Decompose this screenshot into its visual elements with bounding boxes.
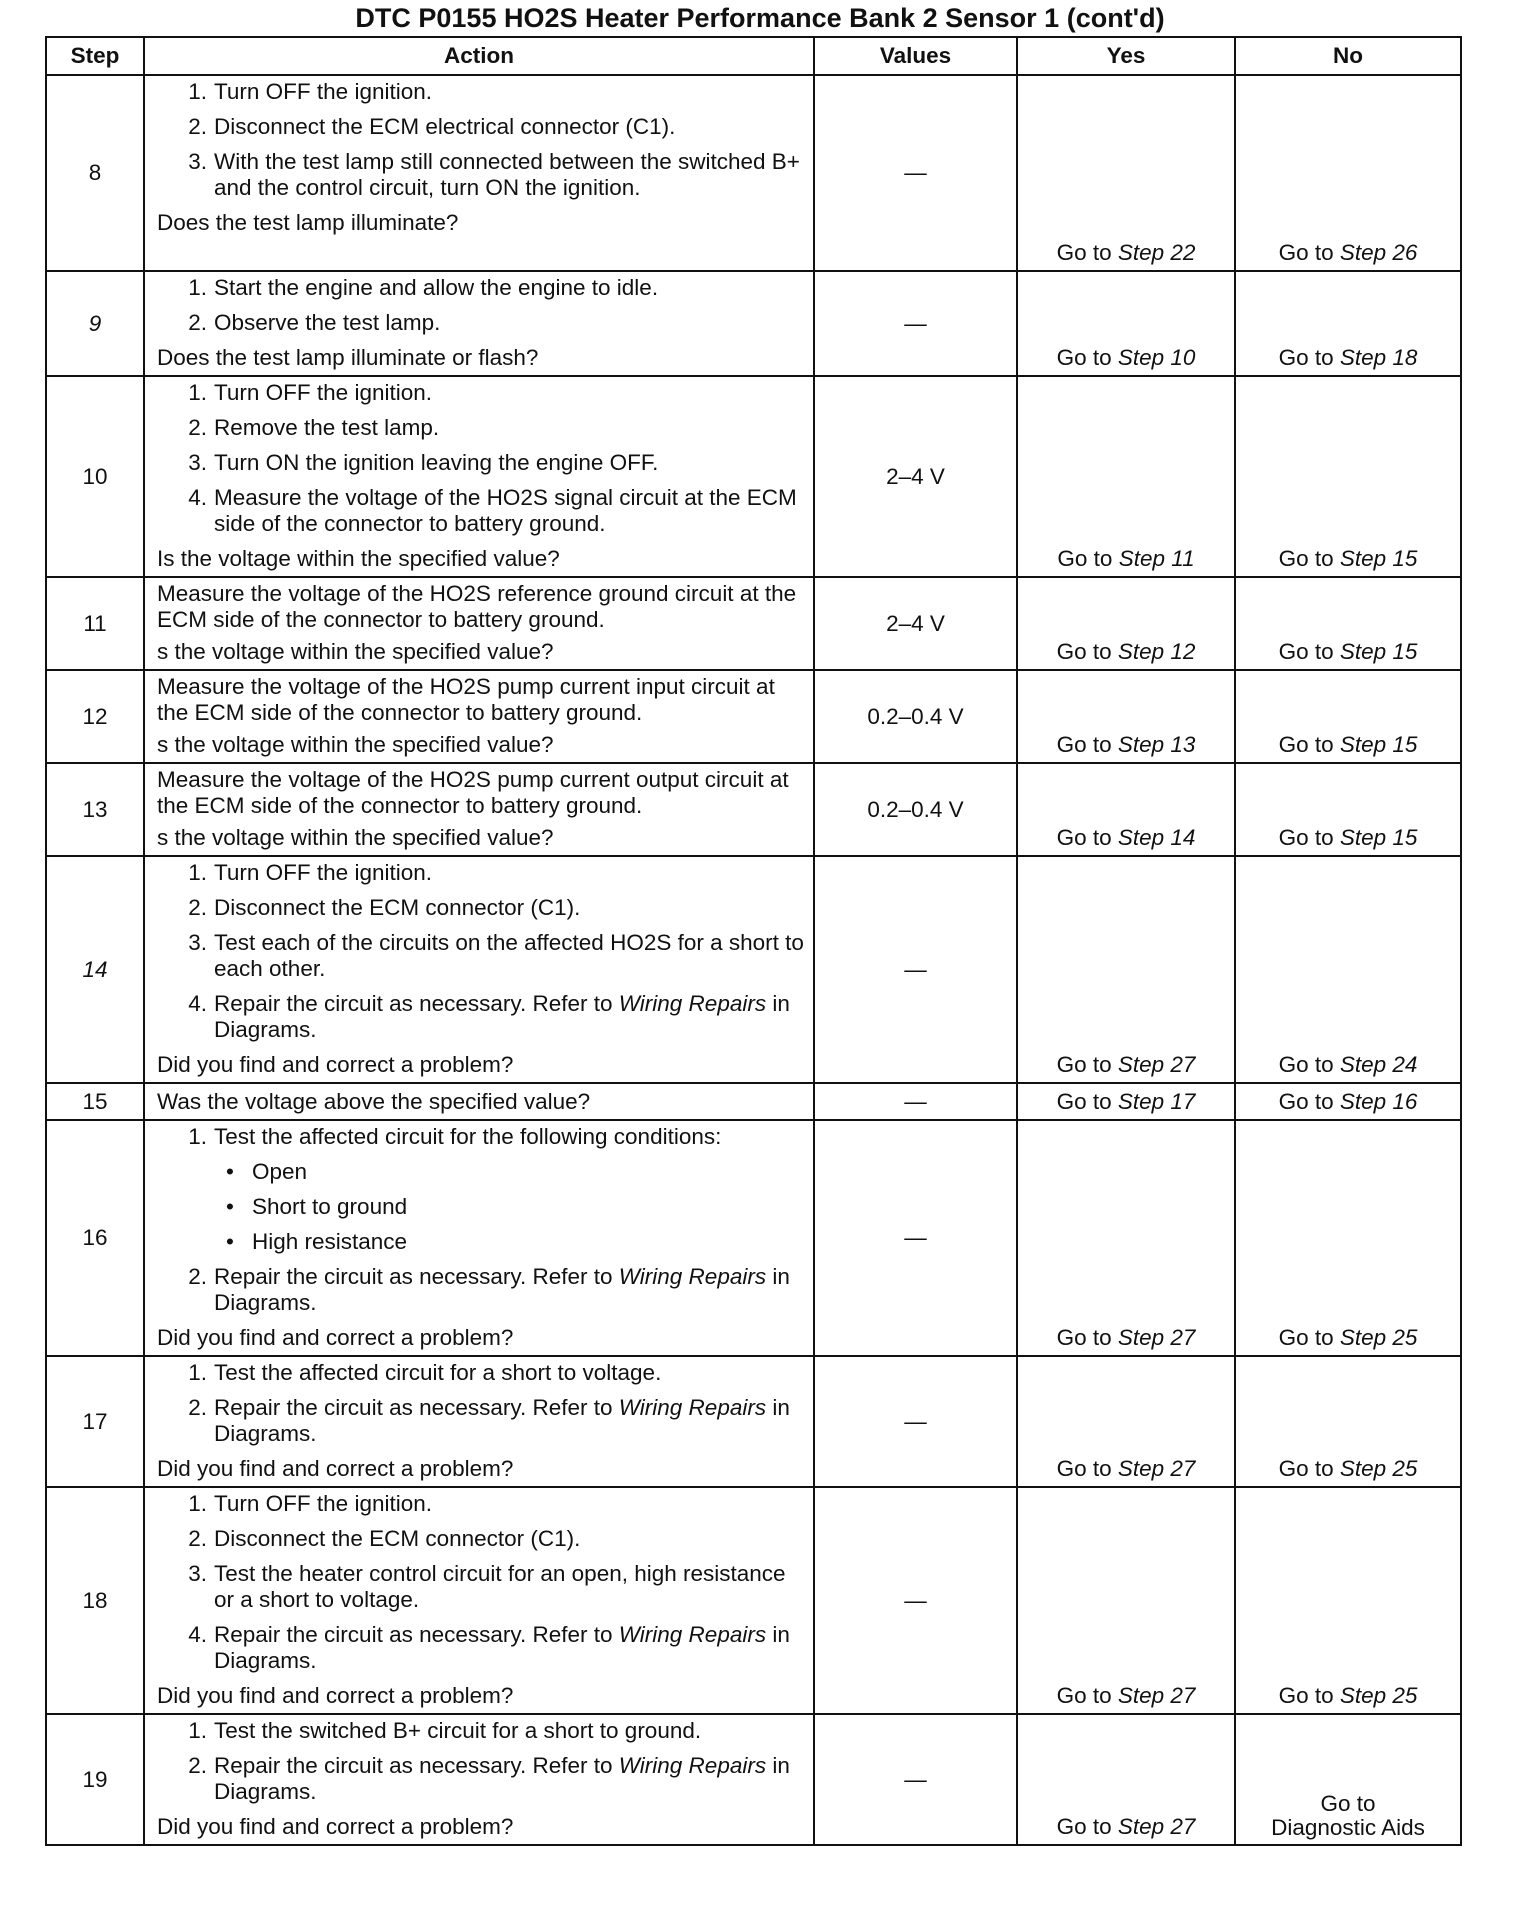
action-step-item — [157, 79, 805, 105]
yes-cell — [1017, 1120, 1235, 1356]
step-text: Turn ON the ignition leaving the engine OFF. — [214, 450, 659, 475]
yes-goto-step: Step 27 — [1117, 1814, 1196, 1839]
no-goto-prefix: Go to — [1278, 1089, 1340, 1114]
action-step-item — [157, 1395, 805, 1447]
action-question: Is the voltage within the specified value? — [157, 546, 560, 571]
table-row — [46, 670, 1461, 763]
table-row — [46, 763, 1461, 856]
no-goto-step: Step 25 — [1339, 1456, 1418, 1481]
action-cell — [144, 1120, 814, 1356]
step-number: 1. — [188, 1491, 207, 1516]
step-text: Repair the circuit as necessary. Refer to — [214, 991, 619, 1016]
step-cell: 11 — [46, 577, 144, 670]
action-cell — [144, 1083, 814, 1120]
condition-item: • Open — [214, 1159, 805, 1185]
action-cell — [144, 856, 814, 1083]
header-values: Values — [814, 37, 1017, 75]
no-goto-step: Step 16 — [1339, 1089, 1418, 1114]
step-text: Repair the circuit as necessary. Refer to — [214, 1395, 619, 1420]
action-question: Did you find and correct a problem? — [157, 1814, 514, 1839]
action-step-item — [157, 1264, 805, 1316]
no-goto-step: Step 15 — [1339, 825, 1418, 850]
yes-cell — [1017, 856, 1235, 1083]
values-cell: — — [814, 271, 1017, 376]
no-goto-prefix: Go to — [1278, 1325, 1340, 1350]
table-row — [46, 1487, 1461, 1714]
values-cell: 2–4 V — [814, 376, 1017, 577]
yes-goto-prefix: Go to — [1056, 1683, 1118, 1708]
step-text: Test each of the circuits on the affected HO2S for a short to each other. — [214, 930, 804, 981]
yes-goto-prefix: Go to — [1056, 825, 1118, 850]
no-goto-prefix: Go to — [1278, 732, 1340, 757]
step-cell: 15 — [46, 1083, 144, 1120]
step-text: Turn OFF the ignition. — [214, 380, 433, 405]
values-cell: — — [814, 1120, 1017, 1356]
step-text: Remove the test lamp. — [214, 415, 440, 440]
step-number: 1. — [188, 79, 207, 104]
step-number: 1. — [188, 1718, 207, 1743]
action-step-item — [157, 275, 805, 301]
action-steps — [157, 380, 805, 537]
action-step-item — [157, 149, 805, 201]
table-row — [46, 856, 1461, 1083]
step-number: 4. — [188, 1622, 207, 1647]
yes-goto-prefix: Go to — [1056, 1325, 1118, 1350]
yes-cell — [1017, 1356, 1235, 1487]
no-goto-prefix: Go to — [1278, 345, 1340, 370]
no-cell — [1235, 1714, 1461, 1845]
no-goto-step: Step 15 — [1339, 639, 1418, 664]
step-number: 1. — [188, 1124, 207, 1149]
step-cell: 16 — [46, 1120, 144, 1356]
action-step-item — [157, 1622, 805, 1674]
no-goto-prefix: Go to — [1278, 546, 1340, 571]
no-cell — [1235, 75, 1461, 271]
yes-cell — [1017, 1714, 1235, 1845]
step-number: 1. — [188, 275, 207, 300]
action-question: Does the test lamp illuminate? — [157, 210, 459, 235]
step-number: 4. — [188, 485, 207, 510]
step-text: Turn OFF the ignition. — [214, 860, 433, 885]
step-text: With the test lamp still connected between the switched B+ and the control circuit, turn ON the ignition. — [214, 149, 800, 200]
action-cell — [144, 1487, 814, 1714]
action-step-item — [157, 991, 805, 1043]
no-cell — [1235, 271, 1461, 376]
values-cell: — — [814, 75, 1017, 271]
yes-goto-step: Step 13 — [1117, 732, 1196, 757]
no-cell — [1235, 763, 1461, 856]
table-row — [46, 577, 1461, 670]
action-cell — [144, 75, 814, 271]
yes-goto-step: Step 27 — [1117, 1456, 1196, 1481]
values-cell: 0.2–0.4 V — [814, 763, 1017, 856]
step-text: Test the affected circuit for a short to voltage. — [214, 1360, 662, 1385]
step-text: Test the affected circuit for the following conditions: — [214, 1124, 722, 1149]
action-question: s the voltage within the specified value? — [157, 639, 554, 664]
action-step-item — [157, 930, 805, 982]
step-number: 2. — [188, 895, 207, 920]
step-number: 3. — [188, 450, 207, 475]
action-cell — [144, 577, 814, 670]
step-number: 3. — [188, 1561, 207, 1586]
action-paragraph: Measure the voltage of the HO2S pump current input circuit at the ECM side of the connector to battery ground. — [157, 674, 775, 725]
step-number: 1. — [188, 380, 207, 405]
action-question: s the voltage within the specified value? — [157, 825, 554, 850]
action-steps — [157, 1718, 805, 1805]
table-header-row — [46, 37, 1461, 75]
step-text-tail: in Diagrams. — [214, 1622, 790, 1673]
reference-link-text: Wiring Repairs — [618, 991, 767, 1016]
action-cell — [144, 376, 814, 577]
yes-goto-step: Step 27 — [1117, 1325, 1196, 1350]
yes-goto-step: Step 11 — [1118, 546, 1195, 571]
action-question: Did you find and correct a problem? — [157, 1456, 514, 1481]
reference-link-text: Wiring Repairs — [618, 1753, 767, 1778]
yes-cell — [1017, 577, 1235, 670]
table-row — [46, 1714, 1461, 1845]
yes-goto-prefix: Go to — [1056, 1814, 1118, 1839]
step-number: 4. — [188, 991, 207, 1016]
table-row — [46, 75, 1461, 271]
table-row — [46, 1120, 1461, 1356]
action-question: Did you find and correct a problem? — [157, 1683, 514, 1708]
yes-goto-prefix: Go to — [1056, 1052, 1118, 1077]
no-cell — [1235, 376, 1461, 577]
action-step-item — [157, 1753, 805, 1805]
yes-goto-prefix: Go to — [1056, 1089, 1118, 1114]
action-steps — [157, 79, 805, 201]
no-goto-step: Step 25 — [1339, 1683, 1418, 1708]
yes-cell — [1017, 1487, 1235, 1714]
condition-list — [214, 1159, 805, 1255]
no-goto-step: Step 15 — [1339, 732, 1418, 757]
action-cell — [144, 670, 814, 763]
action-cell — [144, 1714, 814, 1845]
condition-item: • Short to ground — [214, 1194, 805, 1220]
values-cell: — — [814, 1356, 1017, 1487]
step-text-tail: in Diagrams. — [214, 1395, 790, 1446]
yes-goto-step: Step 10 — [1117, 345, 1196, 370]
yes-cell — [1017, 376, 1235, 577]
step-text-tail: in Diagrams. — [214, 991, 790, 1042]
action-cell — [144, 763, 814, 856]
action-step-item — [157, 895, 805, 921]
reference-link-text: Wiring Repairs — [618, 1395, 767, 1420]
step-number: 2. — [188, 1753, 207, 1778]
values-cell: — — [814, 1714, 1017, 1845]
yes-goto-prefix: Go to — [1056, 240, 1118, 265]
step-number: 2. — [188, 1395, 207, 1420]
step-text: Test the switched B+ circuit for a short to ground. — [214, 1718, 702, 1743]
no-goto-prefix: Go to — [1278, 1683, 1340, 1708]
step-number: 3. — [188, 149, 207, 174]
yes-goto-prefix: Go to — [1056, 1456, 1118, 1481]
action-step-item — [157, 485, 805, 537]
values-cell: 0.2–0.4 V — [814, 670, 1017, 763]
values-cell: — — [814, 856, 1017, 1083]
no-goto-prefix: Go to — [1278, 240, 1340, 265]
no-cell — [1235, 1120, 1461, 1356]
yes-goto-prefix: Go to — [1057, 546, 1119, 571]
action-steps — [157, 275, 805, 336]
step-text: Repair the circuit as necessary. Refer to — [214, 1753, 619, 1778]
step-text: Test the heater control circuit for an open, high resistance or a short to voltage. — [214, 1561, 786, 1612]
step-number: 1. — [188, 1360, 207, 1385]
header-step: Step — [46, 37, 144, 75]
no-goto-step: Step 24 — [1339, 1052, 1418, 1077]
step-number: 2. — [188, 415, 207, 440]
yes-goto-step: Step 27 — [1117, 1052, 1196, 1077]
step-text: Observe the test lamp. — [214, 310, 441, 335]
step-text: Disconnect the ECM connector (C1). — [214, 1526, 581, 1551]
header-action: Action — [144, 37, 814, 75]
step-text-tail: in Diagrams. — [214, 1753, 790, 1804]
action-step-item — [157, 114, 805, 140]
action-cell — [144, 1356, 814, 1487]
step-text: Start the engine and allow the engine to idle. — [214, 275, 659, 300]
yes-goto-prefix: Go to — [1056, 345, 1118, 370]
action-step-item — [157, 1526, 805, 1552]
values-cell: — — [814, 1487, 1017, 1714]
step-number: 2. — [188, 1264, 207, 1289]
no-goto-text: Go to Diagnostic Aids — [1271, 1791, 1425, 1840]
action-step-item — [157, 1491, 805, 1517]
step-text: Turn OFF the ignition. — [214, 1491, 433, 1516]
action-step-item — [157, 380, 805, 406]
no-goto-prefix: Go to — [1278, 639, 1340, 664]
step-cell: 19 — [46, 1714, 144, 1845]
action-steps — [157, 1491, 805, 1674]
no-goto-prefix: Go to — [1278, 825, 1340, 850]
action-step-item — [157, 450, 805, 476]
action-paragraph: Measure the voltage of the HO2S reference ground circuit at the ECM side of the connector to battery ground. — [157, 581, 797, 632]
yes-goto-step: Step 22 — [1117, 240, 1196, 265]
no-goto-step: Step 26 — [1339, 240, 1418, 265]
header-yes: Yes — [1017, 37, 1235, 75]
step-text: Repair the circuit as necessary. Refer to — [214, 1264, 619, 1289]
condition-item: • High resistance — [214, 1229, 805, 1255]
action-question: Did you find and correct a problem? — [157, 1052, 514, 1077]
no-cell — [1235, 670, 1461, 763]
reference-link-text: Wiring Repairs — [618, 1264, 767, 1289]
action-question: Was the voltage above the specified value? — [157, 1089, 591, 1114]
yes-goto-step: Step 14 — [1117, 825, 1196, 850]
no-goto-step: Step 25 — [1339, 1325, 1418, 1350]
action-steps — [157, 1360, 805, 1447]
step-cell: 10 — [46, 376, 144, 577]
header-no: No — [1235, 37, 1461, 75]
table-row — [46, 1356, 1461, 1487]
step-cell: 9 — [46, 271, 144, 376]
action-step-item — [157, 860, 805, 886]
step-cell: 14 — [46, 856, 144, 1083]
no-cell — [1235, 1356, 1461, 1487]
yes-cell — [1017, 271, 1235, 376]
action-question: Did you find and correct a problem? — [157, 1325, 514, 1350]
step-cell: 13 — [46, 763, 144, 856]
step-text-tail: in Diagrams. — [214, 1264, 790, 1315]
step-cell: 12 — [46, 670, 144, 763]
action-steps — [157, 1124, 805, 1316]
no-cell — [1235, 577, 1461, 670]
action-step-item — [157, 310, 805, 336]
yes-goto-step: Step 12 — [1117, 639, 1196, 664]
reference-link-text: Wiring Repairs — [618, 1622, 767, 1647]
values-cell: 2–4 V — [814, 577, 1017, 670]
step-number: 2. — [188, 310, 207, 335]
no-goto-step: Step 15 — [1339, 546, 1418, 571]
yes-cell — [1017, 670, 1235, 763]
table-row — [46, 1083, 1461, 1120]
yes-cell — [1017, 763, 1235, 856]
step-text: Disconnect the ECM electrical connector (C1). — [214, 114, 676, 139]
step-text: Repair the circuit as necessary. Refer to — [214, 1622, 619, 1647]
step-text: Disconnect the ECM connector (C1). — [214, 895, 581, 920]
action-question: Does the test lamp illuminate or flash? — [157, 345, 539, 370]
step-cell: 8 — [46, 75, 144, 271]
action-step-item — [157, 415, 805, 441]
action-step-item — [157, 1718, 805, 1744]
action-step-item — [157, 1124, 805, 1255]
step-text: Turn OFF the ignition. — [214, 79, 433, 104]
step-number: 1. — [188, 860, 207, 885]
no-goto-prefix: Go to — [1278, 1052, 1340, 1077]
action-cell — [144, 271, 814, 376]
no-cell — [1235, 856, 1461, 1083]
step-number: 2. — [188, 1526, 207, 1551]
step-number: 2. — [188, 114, 207, 139]
yes-cell — [1017, 1083, 1235, 1120]
diagnostic-table — [45, 36, 1462, 1846]
values-cell: — — [814, 1083, 1017, 1120]
action-question: s the voltage within the specified value? — [157, 732, 554, 757]
step-cell: 18 — [46, 1487, 144, 1714]
no-goto-step: Step 18 — [1339, 345, 1418, 370]
table-row — [46, 376, 1461, 577]
no-cell — [1235, 1083, 1461, 1120]
step-text: Measure the voltage of the HO2S signal circuit at the ECM side of the connector to battery ground. — [214, 485, 797, 536]
yes-goto-prefix: Go to — [1056, 639, 1118, 664]
no-goto-prefix: Go to — [1278, 1456, 1340, 1481]
action-step-item — [157, 1360, 805, 1386]
yes-goto-step: Step 17 — [1117, 1089, 1196, 1114]
yes-goto-prefix: Go to — [1056, 732, 1118, 757]
yes-goto-step: Step 27 — [1117, 1683, 1196, 1708]
no-cell — [1235, 1487, 1461, 1714]
action-step-item — [157, 1561, 805, 1613]
step-number: 3. — [188, 930, 207, 955]
page-title: DTC P0155 HO2S Heater Performance Bank 2 Sensor 1 (cont'd) — [355, 3, 1165, 33]
table-row — [46, 271, 1461, 376]
action-paragraph: Measure the voltage of the HO2S pump current output circuit at the ECM side of the connector to battery ground. — [157, 767, 789, 818]
action-steps — [157, 860, 805, 1043]
yes-cell — [1017, 75, 1235, 271]
step-cell: 17 — [46, 1356, 144, 1487]
